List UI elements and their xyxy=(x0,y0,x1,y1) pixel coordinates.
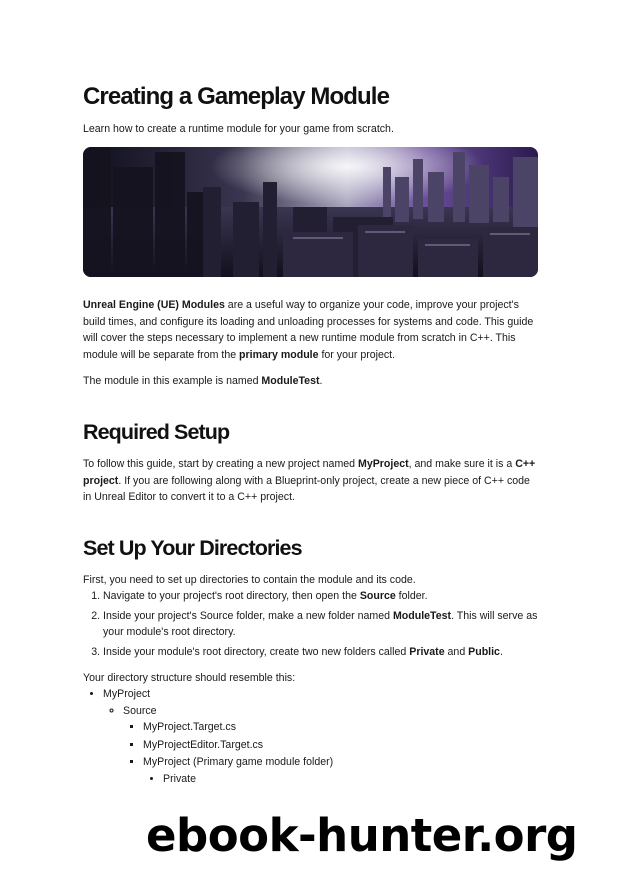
tree-source-label: Source xyxy=(123,704,157,717)
directories-intro: First, you need to set up directories to contain the module and its code. xyxy=(83,574,416,586)
step-3-text-2: and xyxy=(444,645,469,658)
list-item: ▪ MyProject.Target.cs xyxy=(143,719,333,736)
step-3-text-1: Inside your module's root directory, create two new folders called xyxy=(103,645,410,658)
list-item xyxy=(103,686,333,787)
list-item xyxy=(103,608,543,641)
structure-intro: Your directory structure should resemble this: xyxy=(83,672,296,684)
tree-level-4 xyxy=(143,771,333,788)
tree-level-3 xyxy=(123,719,333,787)
page-title: Creating a Gameplay Module xyxy=(83,83,390,110)
step-2-text-1: Inside your project's Source folder, make a new folder named xyxy=(103,609,393,622)
step-3-bold-public: Public xyxy=(468,645,500,658)
step-1-text-1: Navigate to your project's root directory, then open the xyxy=(103,590,360,602)
list-item xyxy=(143,754,333,787)
setup-text-3: . If you are following along with a Blueprint-only project, create a new piece of C++ code in Unreal Editor to convert it to a C++ project. xyxy=(83,474,530,503)
intro-bold-primary-module: primary module xyxy=(239,348,319,361)
step-1-text-2: folder. xyxy=(395,590,428,602)
setup-text-2: , and make sure it is a xyxy=(408,458,516,470)
step-3-bold-private: Private xyxy=(409,645,445,658)
intro-text-1: are a useful way to organize your code, improve your project's build times, and configure its loading and unloading processes for systems and code. This guide will cover the steps necessary to implement a new runtime module from scratch in C++. This module will be separate from the xyxy=(83,299,534,361)
list-item xyxy=(123,703,333,788)
list-item: • Private xyxy=(163,771,333,788)
module-name-text-2: . xyxy=(319,375,323,387)
heading-set-up-directories: Set Up Your Directories xyxy=(83,536,302,560)
list-item: ▪ MyProjectEditor.Target.cs xyxy=(143,737,333,754)
intro-paragraph xyxy=(83,297,541,363)
watermark: ebook-hunter.org xyxy=(146,809,578,862)
required-setup-paragraph xyxy=(83,456,541,506)
setup-bold-cpp-project: C++ project xyxy=(83,458,536,487)
module-name-bold: ModuleTest xyxy=(261,375,320,387)
page-subtitle: Learn how to create a runtime module for your game from scratch. xyxy=(83,123,394,135)
setup-bold-myproject: MyProject xyxy=(358,458,409,470)
directory-steps-list xyxy=(83,588,543,663)
list-item xyxy=(103,644,543,661)
city-skyline-image xyxy=(83,147,538,277)
list-item xyxy=(103,588,543,605)
intro-text-2: for your project. xyxy=(318,348,396,361)
tree-level-2 xyxy=(103,703,333,788)
module-name-text-1: The module in this example is named xyxy=(83,375,262,387)
tree-root-label: MyProject xyxy=(103,688,151,700)
tree-level-1 xyxy=(83,686,333,787)
directory-tree xyxy=(83,686,333,788)
step-2-text-2: . This will serve as your module's root directory. xyxy=(103,609,538,638)
step-1-bold: Source xyxy=(359,590,396,602)
tree-primary-label: MyProject (Primary game module folder) xyxy=(143,756,334,768)
setup-text-1: To follow this guide, start by creating a new project named xyxy=(83,458,358,470)
step-3-text-3: . xyxy=(499,645,503,658)
intro-bold-ue-modules: Unreal Engine (UE) Modules xyxy=(83,299,225,311)
heading-required-setup: Required Setup xyxy=(83,420,230,444)
step-2-bold: ModuleTest xyxy=(392,609,452,622)
module-name-paragraph xyxy=(83,373,322,390)
